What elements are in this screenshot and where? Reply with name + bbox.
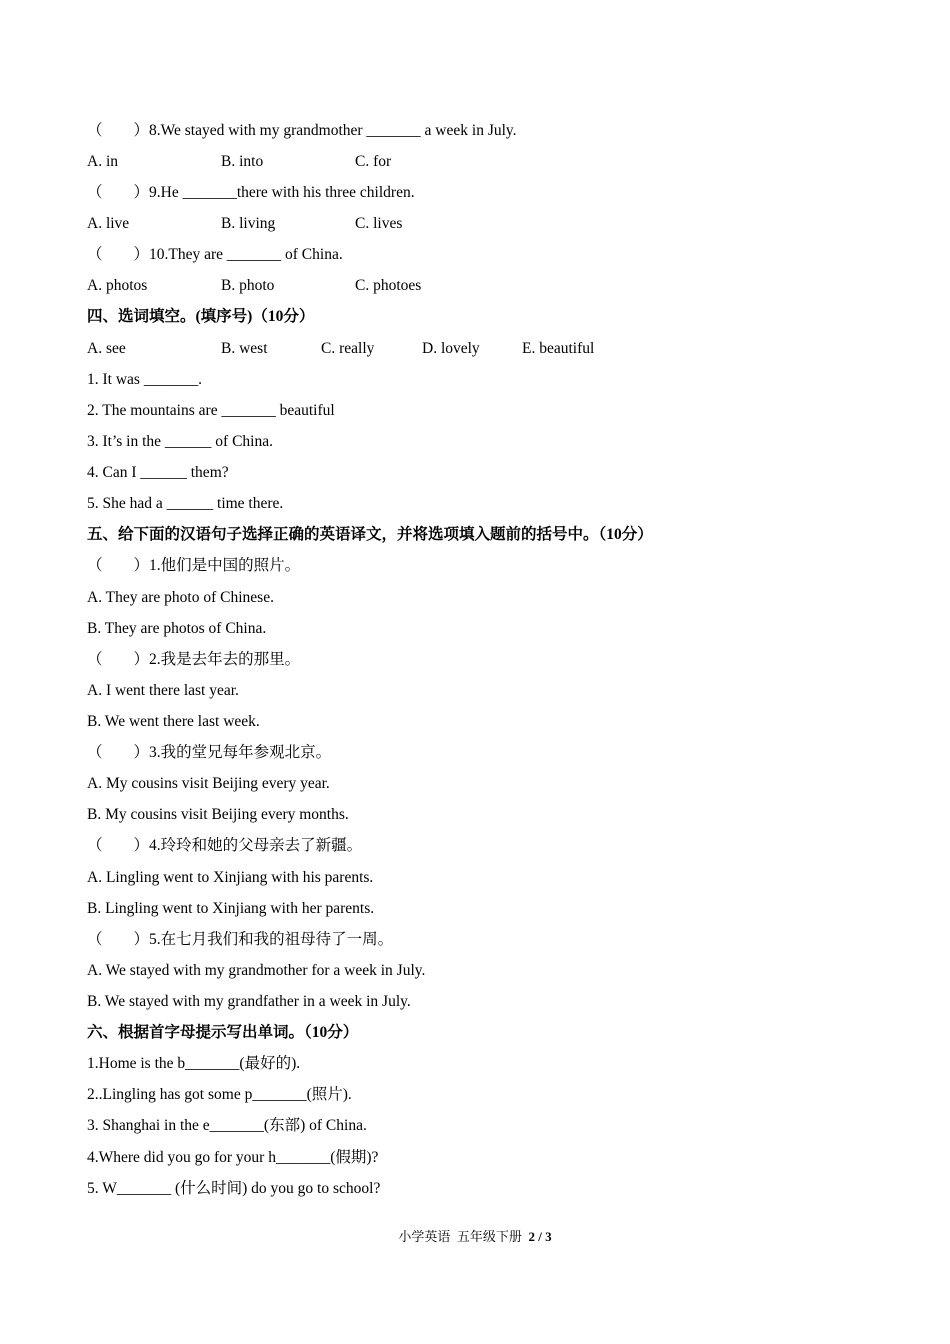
question-8-option-c: C. for: [355, 153, 392, 170]
translation-question-2: （ ）2.我是去年去的那里。: [87, 651, 301, 668]
translation-question-4: （ ）4.玲玲和她的父母亲去了新疆。: [87, 837, 363, 854]
section-6-title: 六、根据首字母提示写出单词。（10分）: [87, 1024, 359, 1041]
question-10-stem: （ ）10.They are _______ of China.: [87, 246, 343, 263]
question-10-option-b: B. photo: [221, 277, 275, 294]
footer-separator: /: [534, 1229, 546, 1244]
section-5-title: 五、给下面的汉语句子选择正确的英语译文，并将选项填入题前的括号中。（10分）: [87, 526, 653, 543]
spelling-item-5: 5. W_______ (什么时间) do you go to school?: [87, 1180, 381, 1197]
translation-3-option-a: A. My cousins visit Beijing every year.: [87, 775, 330, 792]
fill-item-4: 4. Can I ______ them?: [87, 464, 229, 481]
page-footer: [0, 1226, 950, 1245]
translation-5-option-a: A. We stayed with my grandmother for a week in July.: [87, 962, 426, 979]
translation-1-option-a: A. They are photo of Chinese.: [87, 589, 274, 606]
spelling-item-4: 4.Where did you go for your h_______(假期)?: [87, 1149, 379, 1166]
word-option-b: B. west: [221, 340, 268, 357]
question-9-option-a: A. live: [87, 215, 130, 232]
fill-item-3: 3. It’s in the ______ of China.: [87, 433, 273, 450]
word-option-a: A. see: [87, 340, 126, 357]
translation-question-1: （ ）1.他们是中国的照片。: [87, 557, 301, 574]
word-option-e: E. beautiful: [522, 340, 595, 357]
translation-4-option-b: B. Lingling went to Xinjiang with her parents.: [87, 900, 375, 917]
translation-question-5: （ ）5.在七月我们和我的祖母待了一周。: [87, 931, 394, 948]
section-4-title: 四、选词填空。(填序号)（10分）: [87, 308, 315, 325]
fill-item-1: 1. It was _______.: [87, 371, 202, 388]
fill-item-5: 5. She had a ______ time there.: [87, 495, 284, 512]
translation-question-3: （ ）3.我的堂兄每年参观北京。: [87, 744, 332, 761]
footer-label: 小学英语 五年级下册: [398, 1229, 529, 1244]
spelling-item-1: 1.Home is the b_______(最好的).: [87, 1055, 301, 1072]
footer-page-total: 3: [545, 1229, 552, 1244]
word-option-c: C. really: [321, 340, 375, 357]
translation-2-option-b: B. We went there last week.: [87, 713, 260, 730]
translation-5-option-b: B. We stayed with my grandfather in a week in July.: [87, 993, 411, 1010]
translation-3-option-b: B. My cousins visit Beijing every months.: [87, 806, 349, 823]
translation-4-option-a: A. Lingling went to Xinjiang with his parents.: [87, 869, 374, 886]
question-9-option-b: B. living: [221, 215, 276, 232]
fill-item-2: 2. The mountains are _______ beautiful: [87, 402, 335, 419]
question-10-option-a: A. photos: [87, 277, 148, 294]
question-8-option-b: B. into: [221, 153, 264, 170]
translation-1-option-b: B. They are photos of China.: [87, 620, 267, 637]
translation-2-option-a: A. I went there last year.: [87, 682, 239, 699]
spelling-item-2: 2..Lingling has got some p_______(照片).: [87, 1086, 352, 1103]
question-8-stem: （ ）8.We stayed with my grandmother _______ a week in July.: [87, 122, 517, 139]
word-option-d: D. lovely: [422, 340, 480, 357]
question-9-stem: （ ）9.He _______there with his three children.: [87, 184, 415, 201]
question-8-option-a: A. in: [87, 153, 118, 170]
spelling-item-3: 3. Shanghai in the e_______(东部) of China.: [87, 1117, 367, 1134]
question-10-option-c: C. photoes: [355, 277, 422, 294]
footer-page-number: 2: [528, 1229, 535, 1244]
question-9-option-c: C. lives: [355, 215, 403, 232]
